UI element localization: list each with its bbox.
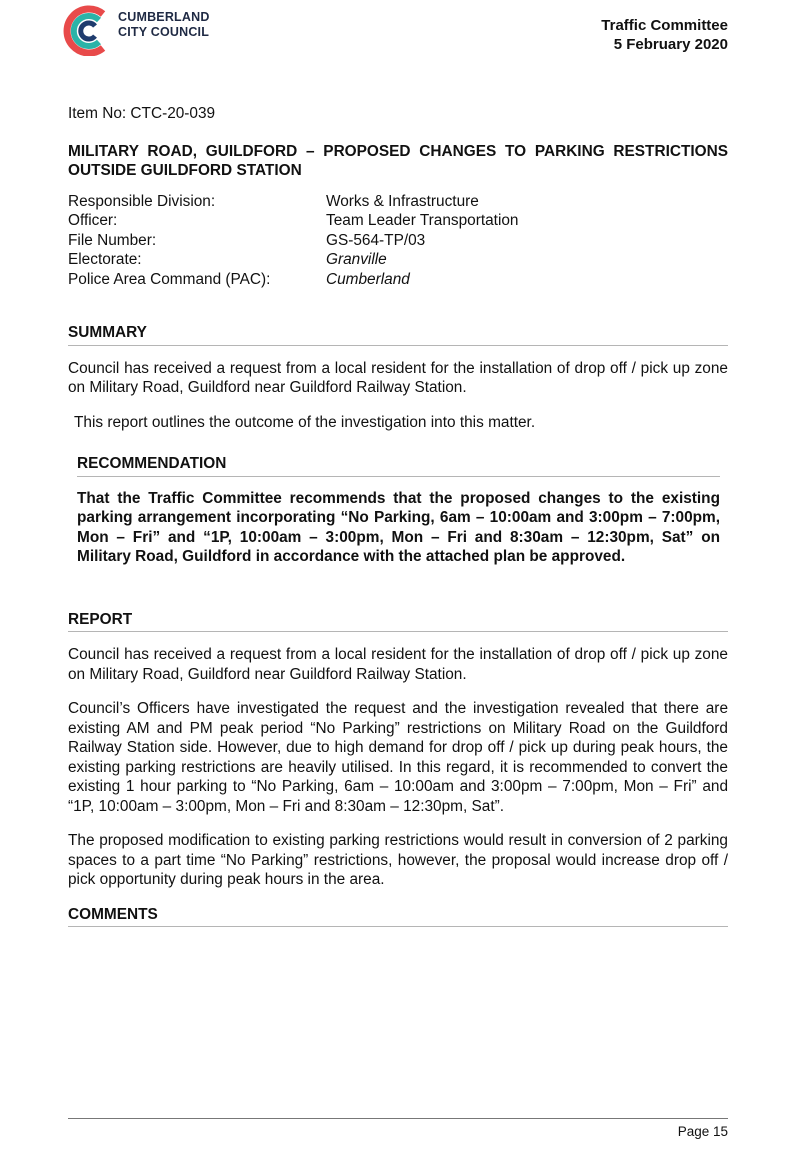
meta-value-electorate: Granville xyxy=(326,251,387,268)
report-title: MILITARY ROAD, GUILDFORD – PROPOSED CHANGES TO PARKING RESTRICTIONS OUTSIDE GUILDFORD STATION xyxy=(68,142,728,179)
meta-label-division: Responsible Division: xyxy=(68,192,216,210)
meta-value-pac: Cumberland xyxy=(326,270,410,288)
meta-label-officer: Officer: xyxy=(68,212,118,229)
footer-rule xyxy=(68,1118,728,1119)
report-paragraph-2: Council’s Officers have investigated the request and the investigation revealed that there are existing AM and PM peak period “No Parking” restrictions on Military Road on the Guildford Railway Station side. However, due to high demand for drop off / pick up during peak hours, the existing parking restrictions are heavily utilised. In this regard, it is recommended to convert the existing 1 hour parking to “No Parking, 6am – 10:00am and 3:00pm – 7:00pm, Mon – Fri” and “1P, 10:00am – 3:00pm, Mon – Fri and 8:30am – 12:30pm, Sat”. xyxy=(68,700,728,815)
page-number: Page 15 xyxy=(677,1124,728,1139)
recommendation-box xyxy=(68,454,728,567)
meta-label-file: File Number: xyxy=(68,231,157,249)
recommendation-text: That the Traffic Committee recommends that the proposed changes to the existing parking arrangement incorporating “No Parking, 6am – 10:00am and 3:00pm – 7:00pm, Mon – Fri” and “1P, 10:00am – 3:00pm, Mon – Fri and 8:30am – 12:30pm, Sat” on Military Road, Guildford in accordance with the attached plan be approved. xyxy=(77,489,720,565)
summary-paragraph-1: Council has received a request from a local resident for the installation of drop off / pick up zone on Military Road, Guildford near Guildford Railway Station. xyxy=(68,359,728,396)
meta-value-division: Works & Infrastructure xyxy=(326,192,479,210)
summary-paragraph-2: This report outlines the outcome of the investigation into this matter. xyxy=(74,413,536,431)
report-paragraph-3: The proposed modification to existing parking restrictions would result in conversion of 2 parking spaces to a part time “No Parking” restrictions, however, the proposal would increase drop off / pick opportunity during peak hours in the area. xyxy=(68,832,728,888)
committee-name: Traffic Committee xyxy=(601,17,728,34)
logo-text-line-2: CITY COUNCIL xyxy=(118,25,210,39)
recommendation-heading: RECOMMENDATION xyxy=(77,454,720,477)
meta-value-file: GS-564-TP/03 xyxy=(326,231,426,249)
meta-label-electorate: Electorate: xyxy=(68,251,142,268)
item-number: Item No: CTC-20-039 xyxy=(68,105,216,122)
report-paragraph-1: Council has received a request from a local resident for the installation of drop off / pick up zone on Military Road, Guildford near Guildford Railway Station. xyxy=(68,646,728,683)
report-metadata xyxy=(68,192,728,290)
summary-heading: SUMMARY xyxy=(68,323,728,346)
meeting-date: 5 February 2020 xyxy=(613,36,728,53)
logo-text-line-1: CUMBERLAND xyxy=(118,10,210,24)
document-header xyxy=(601,16,728,54)
report-heading: REPORT xyxy=(68,610,728,633)
logo-wordmark xyxy=(118,10,210,40)
comments-heading: COMMENTS xyxy=(68,905,728,928)
meta-label-pac: Police Area Command (PAC): xyxy=(68,270,271,288)
report-body xyxy=(68,104,728,940)
meta-value-officer: Team Leader Transportation xyxy=(326,212,519,229)
